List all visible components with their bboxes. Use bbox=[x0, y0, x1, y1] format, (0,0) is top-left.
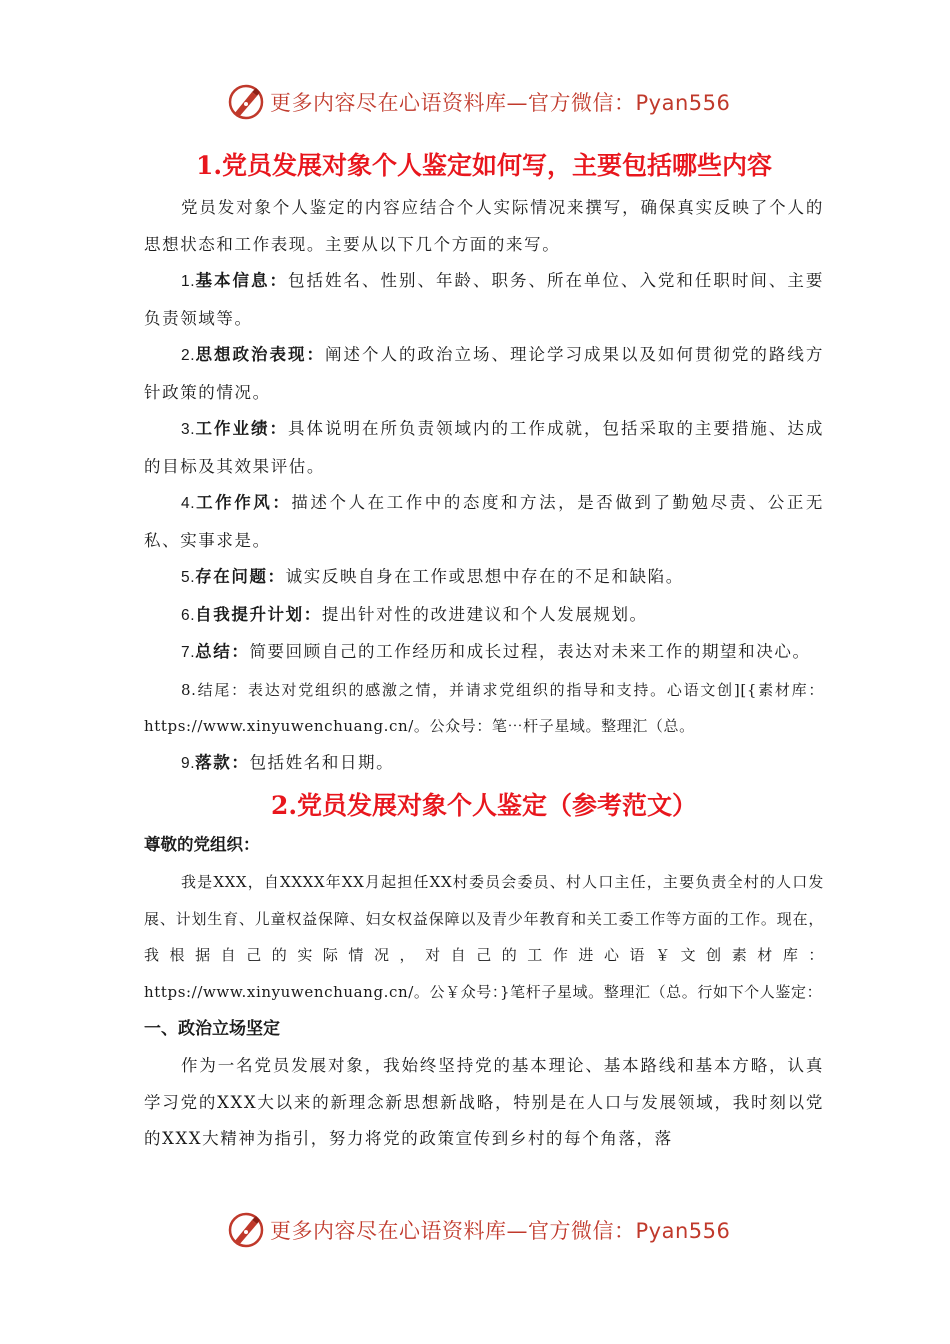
criteria-item bbox=[144, 263, 824, 337]
item-label: 思想政治表现 bbox=[195, 345, 307, 364]
salutation: 尊敬的党组织： bbox=[144, 835, 260, 854]
item-label: 总结 bbox=[195, 642, 232, 661]
section-1-intro: 党员发对象个人鉴定的内容应结合个人实际情况来撰写，确保真实反映了个人的思想状态和工作表现。主要从以下几个方面的来写。 bbox=[144, 198, 824, 254]
item-sep: ： bbox=[272, 493, 292, 512]
item-sep: ： bbox=[269, 419, 289, 438]
criteria-item bbox=[144, 485, 824, 559]
item-text: 描述个人在工作中的态度和方法，是否做到了勤勉尽责、公正无私、实事求是。 bbox=[144, 493, 824, 550]
document-body bbox=[144, 146, 824, 1158]
item-number: 1. bbox=[181, 273, 196, 290]
heading-political-stance: 一、政治立场坚定 bbox=[144, 1019, 280, 1039]
item-text: 包括姓名、性别、年龄、职务、所在单位、入党和任职时间、主要负责领域等。 bbox=[144, 271, 824, 328]
item-8-paragraph: 8.结尾：表达对党组织的感激之情，并请求党组织的指导和支持。心语文创][{素材库：https://www.xinyuwenchuang.cn/。公众号：笔⋯杆子星域。整理汇（总。 bbox=[144, 680, 824, 735]
criteria-item bbox=[144, 337, 824, 411]
item-text: 简要回顾自己的工作经历和成长过程，表达对未来工作的期望和决心。 bbox=[249, 642, 811, 661]
criteria-list bbox=[144, 263, 824, 672]
item-sep: ： bbox=[269, 271, 289, 290]
item-number: 7. bbox=[181, 644, 196, 661]
item-number: 6. bbox=[181, 606, 196, 624]
item-text: 诚实反映自身在工作或思想中存在的不足和缺陷。 bbox=[285, 567, 684, 586]
item-number: 2. bbox=[181, 347, 196, 364]
item-9-sep: ： bbox=[231, 752, 250, 772]
section-2-title: 2.党员发展对象个人鉴定（参考范文） bbox=[270, 791, 698, 820]
item-sep: ： bbox=[306, 345, 326, 364]
item-9-number: 9. bbox=[181, 754, 196, 772]
item-label: 基本信息 bbox=[195, 271, 270, 290]
item-text: 具体说明在所负责领域内的工作成就，包括采取的主要措施、达成的目标及其效果评估。 bbox=[144, 419, 824, 476]
criteria-item bbox=[144, 411, 824, 485]
item-number: 3. bbox=[181, 421, 196, 438]
pen-nib-circle-logo-icon bbox=[226, 1210, 266, 1250]
sample-paragraph-1: 我是XXX，自XXXX年XX月起担任XX村委员会委员、村人口主任，主要负责全村的人口发展、计划生育、儿童权益保障、妇女权益保障以及青少年教育和关工委工作等方面的工作。现在，我根据自己的实际情况，对自己的工作进心语￥文创素材库：https://www.xinyuwenchuang.cn/。公￥众号：}笔杆子星域。整理汇（总。行如下个人鉴定： bbox=[144, 873, 824, 1001]
item-sep: ： bbox=[303, 604, 322, 624]
footer-banner bbox=[226, 1208, 746, 1252]
header-banner bbox=[226, 80, 746, 124]
criteria-item bbox=[144, 559, 824, 597]
item-sep: ： bbox=[267, 567, 286, 586]
criteria-item bbox=[144, 634, 824, 672]
banner-text-footer: 更多内容尽在心语资料库—官方微信：Pyan556 bbox=[270, 1219, 731, 1243]
item-text: 阐述个人的政治立场、理论学习成果以及如何贯彻党的路线方针政策的情况。 bbox=[144, 345, 824, 402]
criteria-item bbox=[144, 597, 824, 635]
item-label: 自我提升计划 bbox=[195, 604, 304, 624]
item-label: 工作作风 bbox=[195, 493, 273, 512]
item-9-paragraph bbox=[144, 745, 824, 783]
item-label: 存在问题 bbox=[195, 567, 268, 586]
item-9-text: 包括姓名和日期。 bbox=[249, 752, 395, 772]
item-sep: ： bbox=[231, 642, 250, 661]
item-number: 4. bbox=[181, 495, 196, 512]
sample-paragraph-2: 作为一名党员发展对象，我始终坚持党的基本理论、基本路线和基本方略，认真学习党的XXX大以来的新理念新思想新战略，特别是在人口与发展领域，我时刻以党的XXX大精神为指引，努力将党的政策宣传到乡村的每个角落，落 bbox=[144, 1056, 824, 1148]
banner-text: 更多内容尽在心语资料库—官方微信：Pyan556 bbox=[270, 91, 731, 115]
item-9-label: 落款 bbox=[195, 752, 232, 772]
pen-nib-circle-logo-icon bbox=[226, 82, 266, 122]
section-1-title: 1.党员发展对象个人鉴定如何写，主要包括哪些内容 bbox=[195, 151, 773, 180]
item-text: 提出针对性的改进建议和个人发展规划。 bbox=[321, 604, 648, 624]
item-label: 工作业绩 bbox=[195, 419, 270, 438]
item-number: 5. bbox=[181, 569, 196, 586]
